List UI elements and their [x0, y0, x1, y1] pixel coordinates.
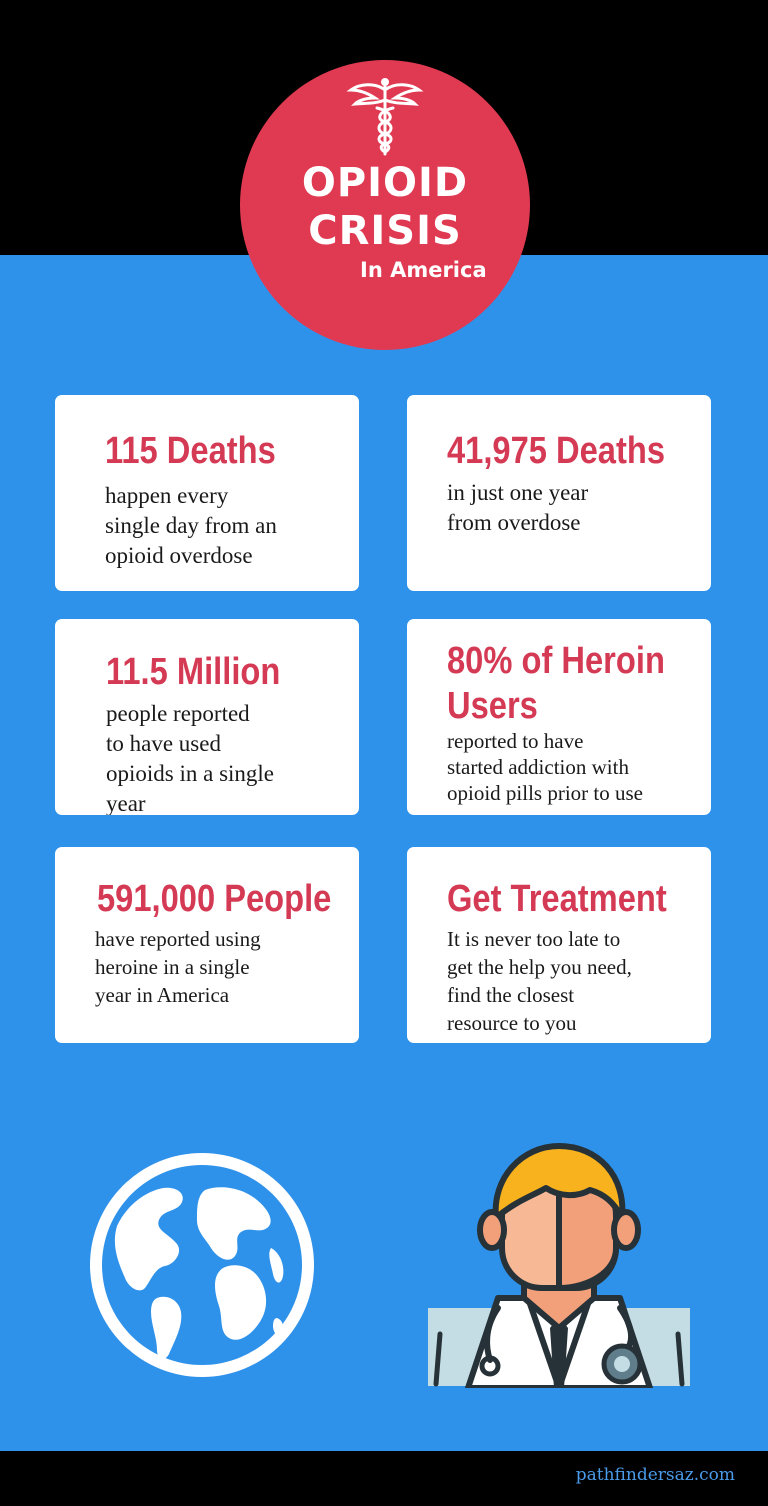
title-badge [240, 60, 530, 350]
card-text [105, 481, 277, 571]
card-text-line: get the help you need, [447, 955, 632, 979]
title-line-1: OPIOID [301, 160, 469, 206]
doctor-icon [428, 1138, 690, 1388]
card-headline: 11.5 Million [106, 651, 281, 693]
stat-card-yearly-deaths [407, 395, 711, 591]
card-headline: Get Treatment [447, 878, 667, 920]
card-text [447, 925, 632, 1037]
caduceus-icon [345, 76, 425, 156]
subtitle: In America [360, 258, 487, 282]
card-text-line: happen every [105, 483, 229, 508]
card-text-line: single day from an [105, 513, 277, 538]
card-headline: 591,000 People [97, 878, 332, 920]
card-text-line: have reported using [95, 927, 261, 951]
card-text-line: in just one year [447, 480, 589, 505]
card-text-line: opioids in a single [106, 761, 275, 786]
card-text [447, 478, 588, 538]
stat-card-opioid-users [55, 619, 359, 815]
card-text-line: opioid overdose [105, 543, 253, 568]
globe-icon [85, 1148, 320, 1383]
card-text-line: year [106, 791, 146, 815]
card-text-line: heroine in a single [95, 955, 250, 979]
stat-card-daily-deaths [55, 395, 359, 591]
card-text [95, 925, 261, 1009]
card-headline: 115 Deaths [105, 430, 276, 472]
card-text-line: resource to you [447, 1011, 577, 1035]
footer-url[interactable]: pathfindersaz.com [575, 1465, 735, 1485]
card-headline [447, 639, 665, 729]
get-treatment-card [407, 847, 711, 1043]
card-headline-line: 80% of Heroin [447, 640, 665, 682]
footer [0, 1451, 768, 1506]
card-text-line: started addiction with [447, 755, 629, 779]
card-text-line: people reported [106, 701, 250, 726]
card-text-line: year in America [95, 983, 230, 1007]
card-text-line: opioid pills prior to use [447, 781, 643, 805]
card-text-line: It is never too late to [447, 927, 621, 951]
stat-card-heroin-users [407, 619, 711, 815]
card-text-line: to have used [106, 731, 221, 756]
card-headline-line: Users [447, 685, 538, 727]
card-text [447, 728, 643, 806]
card-text-line: from overdose [447, 510, 581, 535]
card-text-line: find the closest [447, 983, 575, 1007]
card-text-line: reported to have [447, 729, 584, 753]
card-text [106, 699, 274, 815]
stat-card-heroin-people [55, 847, 359, 1043]
title-line-2: CRISIS [308, 208, 462, 254]
card-headline: 41,975 Deaths [447, 430, 666, 472]
